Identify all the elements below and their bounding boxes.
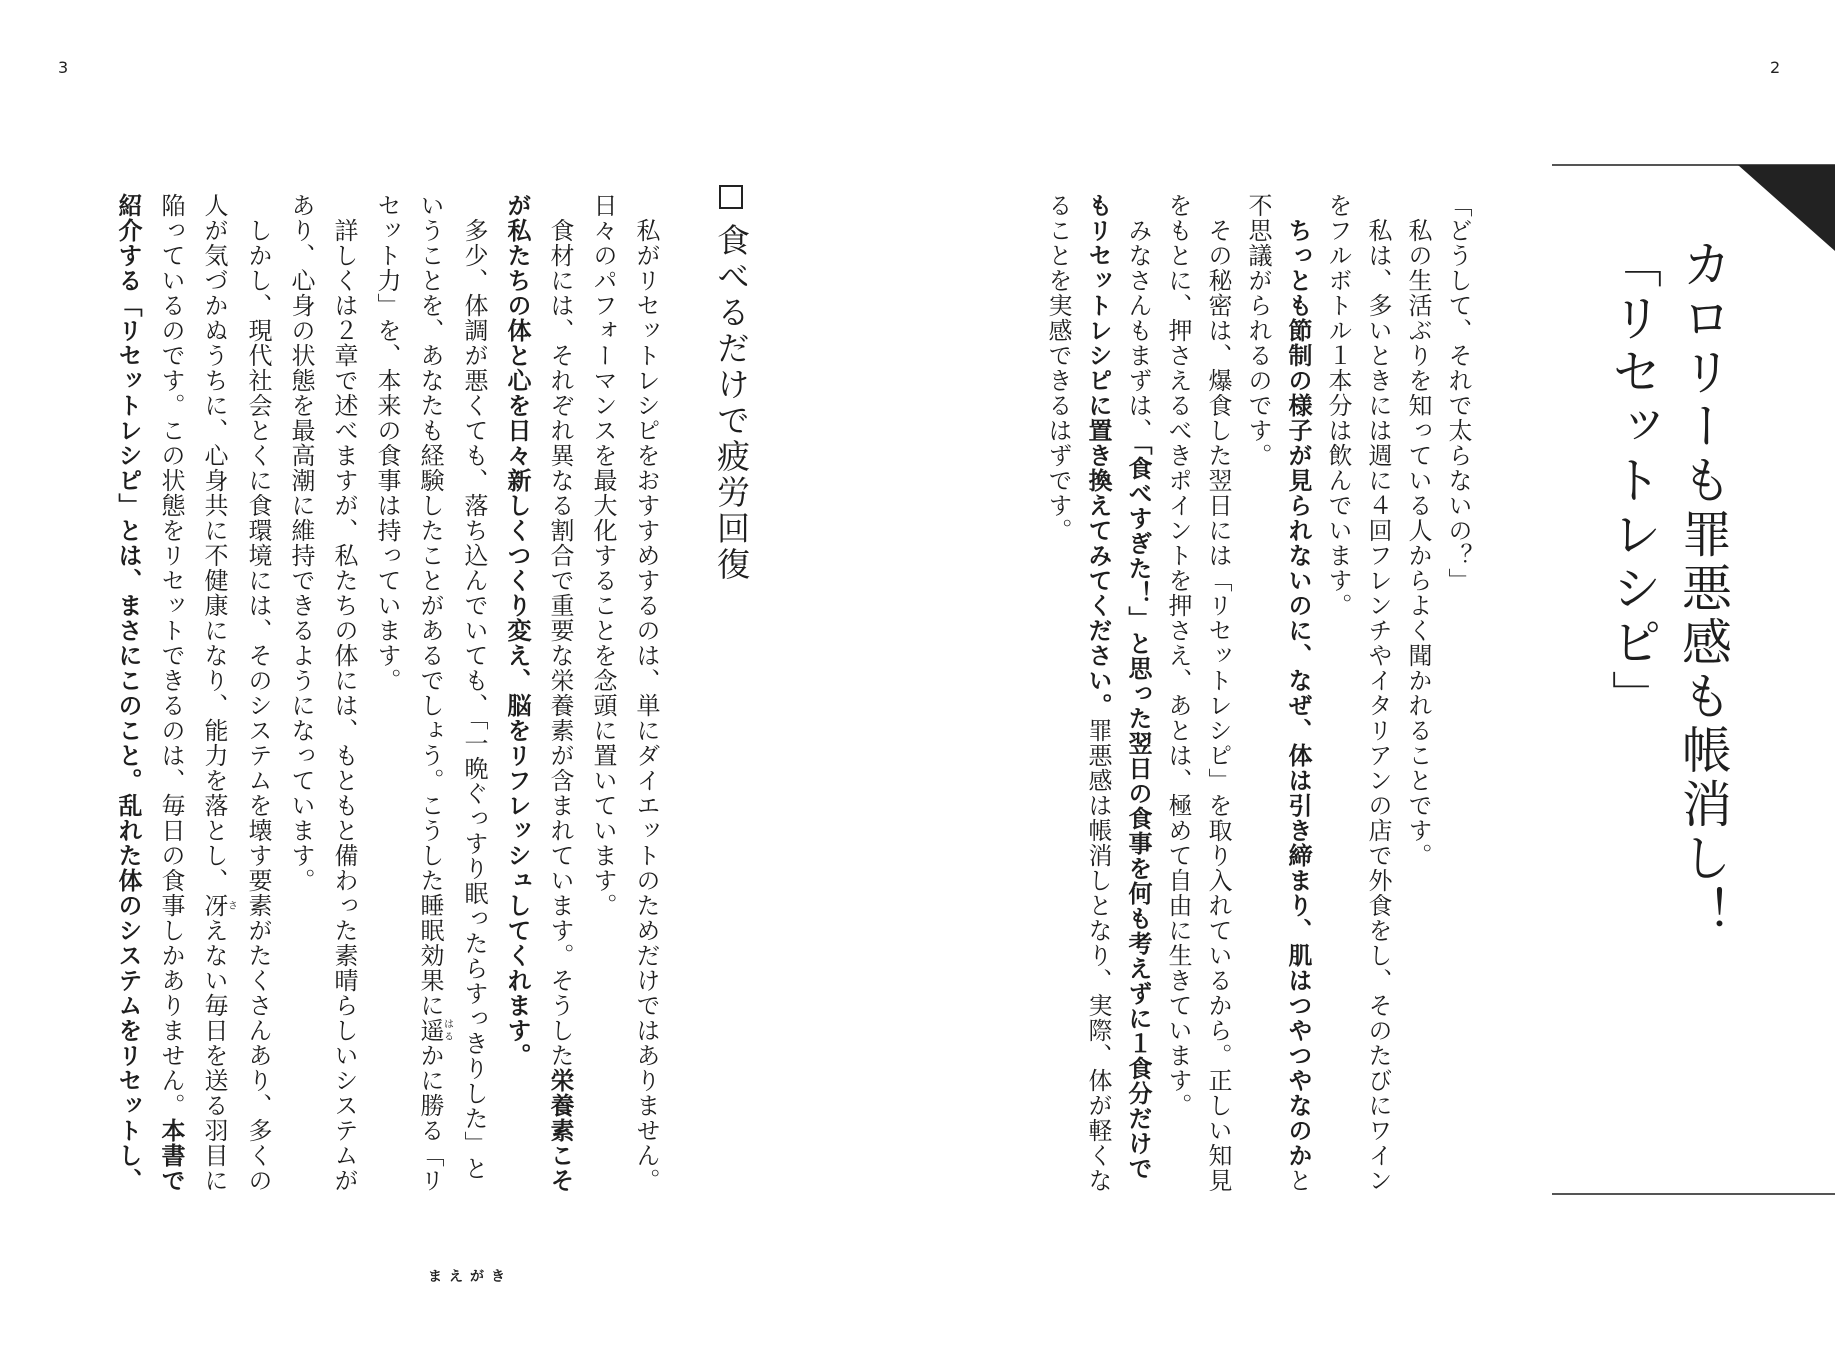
text-segment: をフルボトル１本分は飲んでいます。 bbox=[1324, 193, 1352, 618]
text-segment: ることを実感できるはずです。 bbox=[1044, 193, 1072, 543]
text-segment: 日々のパフォーマンスを最大化することを念頭に置いています。 bbox=[589, 193, 617, 918]
text-line bbox=[322, 193, 365, 1203]
text-line bbox=[149, 193, 192, 1203]
text-line bbox=[495, 193, 538, 1203]
text-segment: 食材には、それぞれ異なる割合で重要な栄養素が含まれています。そうした bbox=[546, 218, 574, 1068]
text-line bbox=[452, 193, 495, 1203]
text-segment: あり、心身の状態を最高潮に維持できるようになっています。 bbox=[287, 193, 315, 893]
ruby-word bbox=[416, 1018, 453, 1043]
emphasized-text: 栄養素こそ bbox=[546, 1068, 574, 1193]
text-line bbox=[1158, 193, 1198, 1203]
ruby-base: 冴 bbox=[200, 893, 228, 918]
text-line bbox=[1278, 193, 1318, 1203]
text-line bbox=[581, 193, 624, 1203]
chapter-title-line: 「リセットレシピ」 bbox=[1604, 238, 1662, 724]
text-segment: 不思議がられるのです。 bbox=[1244, 193, 1272, 468]
right-page-body-text bbox=[1038, 193, 1478, 1203]
text-segment: をもとに、押さえるべきポイントを押さえ、あとは、極めて自由に生きています。 bbox=[1164, 193, 1192, 1118]
section-heading-text: 食べるだけで疲労回復 bbox=[712, 223, 751, 583]
page-number-left: 3 bbox=[58, 58, 69, 77]
ruby-reading: はる bbox=[441, 1018, 453, 1043]
text-segment: 「どうして、それで太らないの？」 bbox=[1444, 193, 1472, 593]
text-segment: セット力」を、本来の食事は持っています。 bbox=[373, 193, 401, 693]
page-number-right: 2 bbox=[1770, 58, 1781, 77]
text-line bbox=[624, 193, 667, 1203]
text-segment: その秘密は、爆食した翌日には「リセットレシピ」を取り入れているから。正しい知見 bbox=[1204, 218, 1232, 1193]
text-segment: えない毎日を送る羽目に bbox=[200, 918, 228, 1193]
corner-triangle-decoration bbox=[1738, 165, 1835, 251]
text-segment: みなさんもまずは、 bbox=[1124, 218, 1152, 443]
section-heading bbox=[709, 185, 753, 583]
ruby-word bbox=[200, 893, 237, 918]
text-line bbox=[279, 193, 322, 1203]
text-segment: 多少、体調が悪くても、落ち込んでいても、「一晩ぐっすり眠ったらすっきりした」と bbox=[460, 218, 488, 1181]
title-bottom-rule bbox=[1552, 1193, 1835, 1195]
text-segment: 私がリセットレシピをおすすめするのは、単にダイエットのためだけではありません。 bbox=[632, 218, 660, 1193]
ruby-reading: さ bbox=[225, 893, 237, 918]
text-line bbox=[538, 193, 581, 1203]
running-footer: まえがき bbox=[428, 1269, 512, 1285]
text-segment: かに勝る「リ bbox=[416, 1043, 444, 1193]
text-line bbox=[1118, 193, 1158, 1203]
text-line bbox=[1078, 193, 1118, 1203]
text-segment: 詳しくは２章で述べますが、私たちの体には、もともと備わった素晴らしいシステムが bbox=[330, 218, 358, 1193]
text-segment: と bbox=[1284, 1168, 1312, 1193]
text-line bbox=[1438, 193, 1478, 1203]
text-line bbox=[408, 193, 452, 1203]
ruby-base: 遥 bbox=[416, 1018, 444, 1043]
emphasized-text: もリセットレシピに置き換えてみてください。 bbox=[1084, 193, 1112, 718]
text-line bbox=[1238, 193, 1278, 1203]
text-line bbox=[365, 193, 408, 1203]
text-segment: しかし、現代社会とくに食環境には、そのシステムを壊す要素がたくさんあり、多くの bbox=[244, 218, 272, 1193]
chapter-title-line: カロリーも罪悪感も帳消し！ bbox=[1674, 238, 1732, 940]
text-segment: いうことを、あなたも経験したことがあるでしょう。こうした睡眠効果に bbox=[416, 193, 444, 1018]
emphasized-text: 紹介する「リセットレシピ」とは、まさにこのこと。乱れた体のシステムをリセットし、 bbox=[114, 193, 142, 1193]
square-bullet-icon bbox=[719, 185, 743, 209]
text-line bbox=[1358, 193, 1398, 1203]
emphasized-text: 本書で bbox=[157, 1118, 185, 1193]
text-segment: 陥っているのです。この状態をリセットできるのは、毎日の食事しかありません。 bbox=[157, 193, 185, 1118]
text-segment: 私の生活ぶりを知っている人からよく聞かれることです。 bbox=[1404, 218, 1432, 868]
text-segment: 人が気づかぬうちに、心身共に不健康になり、能力を落とし、 bbox=[200, 193, 228, 893]
chapter-title bbox=[1598, 238, 1738, 940]
emphasized-text: ちっとも節制の様子が見られないのに、なぜ、体は引き締まり、肌はつやつやなのか bbox=[1284, 218, 1312, 1168]
text-line bbox=[236, 193, 279, 1203]
text-line bbox=[1318, 193, 1358, 1203]
text-line bbox=[1198, 193, 1238, 1203]
text-line bbox=[192, 193, 236, 1203]
text-segment: 罪悪感は帳消しとなり、実際、体が軽くな bbox=[1084, 718, 1112, 1193]
text-line bbox=[106, 193, 149, 1203]
emphasized-text: が私たちの体と心を日々新しくつくり変え、脳をリフレッシュしてくれます。 bbox=[503, 193, 531, 1068]
left-page-body-text bbox=[108, 193, 667, 1203]
text-line bbox=[1398, 193, 1438, 1203]
emphasized-text: 「食べすぎた！」と思った翌日の食事を何も考えずに１食分だけで bbox=[1124, 443, 1152, 1181]
text-line bbox=[1038, 193, 1078, 1203]
text-segment: 私は、多いときには週に４回フレンチやイタリアンの店で外食をし、そのたびにワイン bbox=[1364, 218, 1392, 1193]
